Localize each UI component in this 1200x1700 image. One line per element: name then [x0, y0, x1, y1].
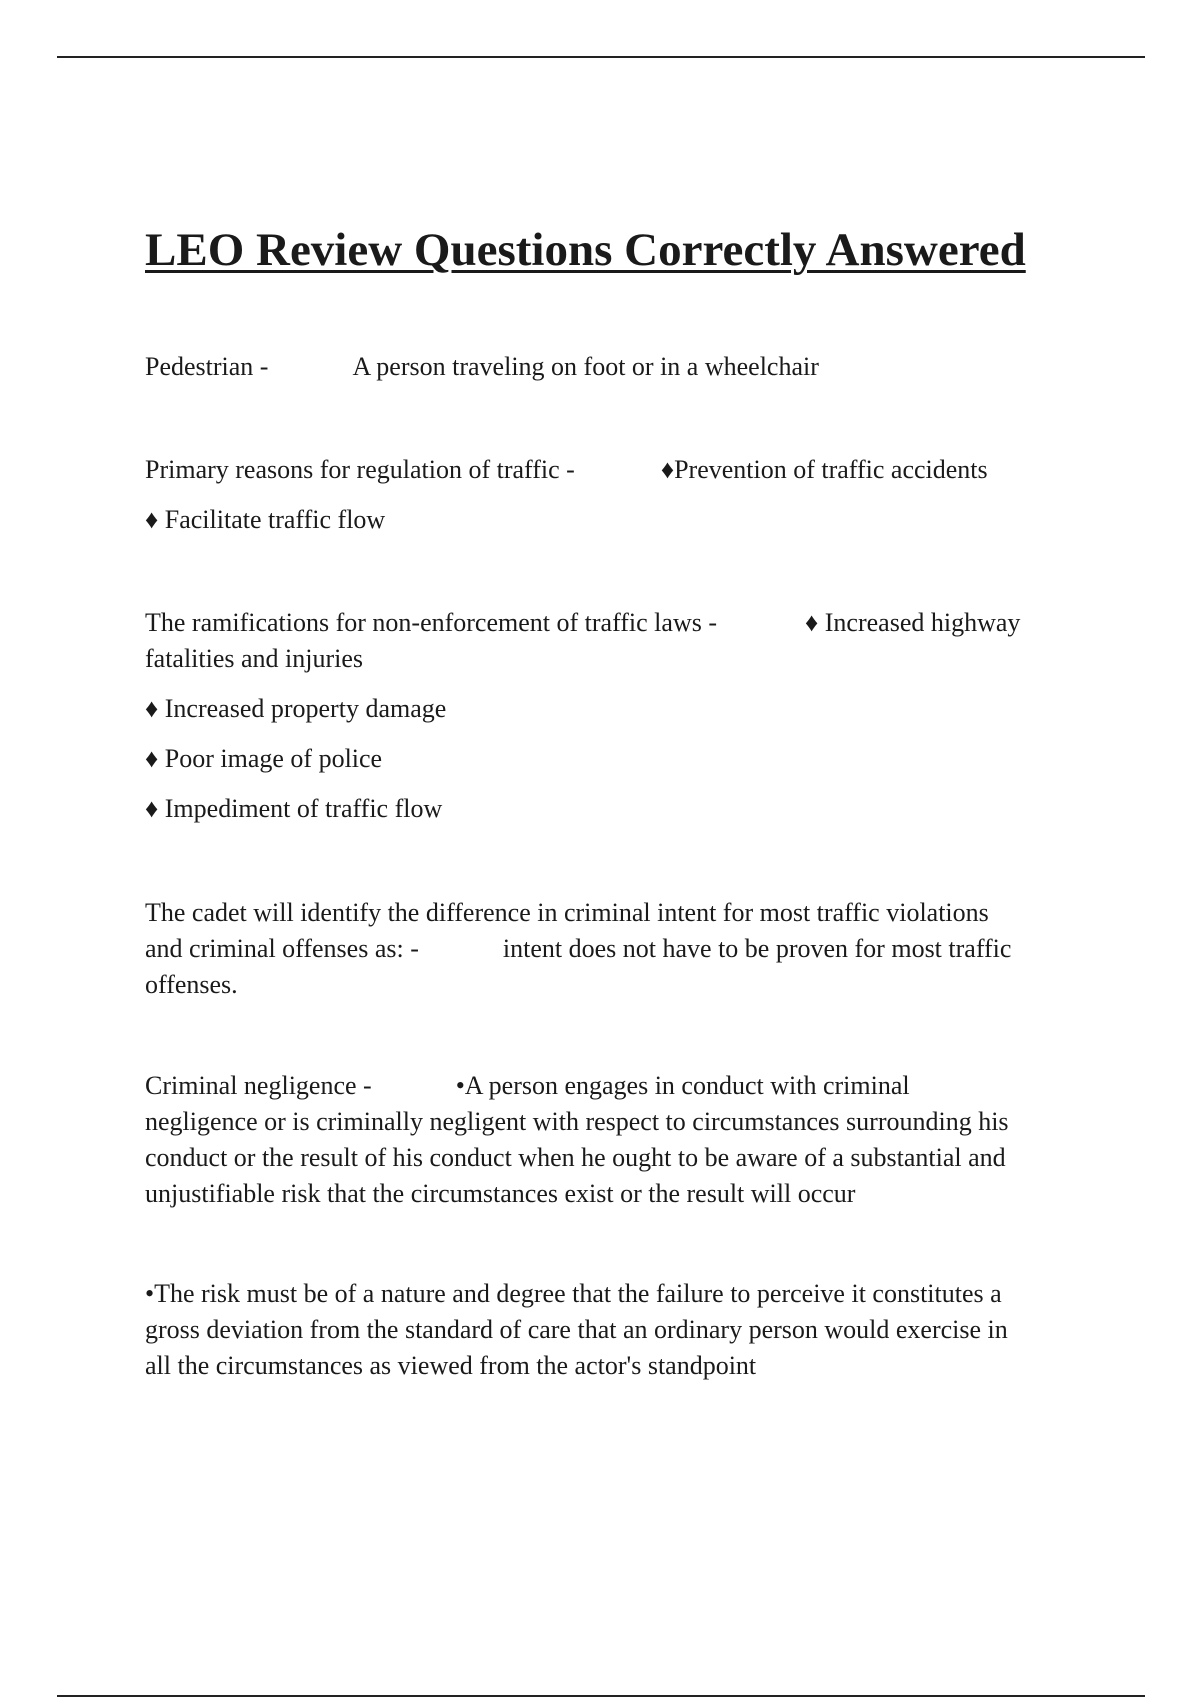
top-rule [57, 56, 1145, 58]
list-item: ♦ Facilitate traffic flow [145, 505, 386, 534]
entry-primary-reasons [145, 452, 1085, 538]
page-title: LEO Review Questions Correctly Answered [145, 224, 1026, 276]
paragraph-line: •The risk must be of a nature and degree that the failure to perceive it constitutes a [145, 1279, 1002, 1308]
entry-criminal-intent [145, 895, 1085, 1003]
entry-pedestrian [145, 349, 1085, 385]
entry-definition: A person traveling on foot or in a wheelchair [352, 352, 819, 381]
entry-definition-continued: negligence or is criminally negligent with respect to circumstances surrounding his [145, 1107, 1009, 1136]
list-item: ♦ Poor image of police [145, 744, 383, 773]
paragraph-line: gross deviation from the standard of care that an ordinary person would exercise in [145, 1315, 1008, 1344]
entry-definition-continued: offenses. [145, 970, 238, 999]
entry-risk-paragraph [145, 1276, 1085, 1384]
entry-criminal-negligence [145, 1068, 1085, 1212]
entry-definition: ♦Prevention of traffic accidents [660, 455, 988, 484]
bottom-rule [57, 1695, 1145, 1697]
paragraph-line: all the circumstances as viewed from the actor's standpoint [145, 1351, 757, 1380]
entry-term: The cadet will identify the difference in criminal intent for most traffic violations [145, 898, 989, 927]
list-item: ♦ Increased property damage [145, 694, 447, 723]
entry-term-continued: and criminal offenses as: - [145, 934, 419, 963]
list-item: ♦ Impediment of traffic flow [145, 794, 443, 823]
entry-definition: ♦ Increased highway [805, 608, 1021, 637]
entry-ramifications [145, 605, 1085, 827]
entry-term: Primary reasons for regulation of traffic - [145, 455, 575, 484]
entry-term: The ramifications for non-enforcement of traffic laws - [145, 608, 717, 637]
entry-definition-continued: fatalities and injuries [145, 644, 364, 673]
entry-definition-continued: conduct or the result of his conduct when he ought to be aware of a substantial and [145, 1143, 1006, 1172]
entry-definition-continued: unjustifiable risk that the circumstances exist or the result will occur [145, 1179, 856, 1208]
entry-definition: •A person engages in conduct with criminal [455, 1071, 910, 1100]
entry-term: Pedestrian - [145, 352, 269, 381]
entry-definition: intent does not have to be proven for most traffic [502, 934, 1012, 963]
entry-term: Criminal negligence - [145, 1071, 372, 1100]
